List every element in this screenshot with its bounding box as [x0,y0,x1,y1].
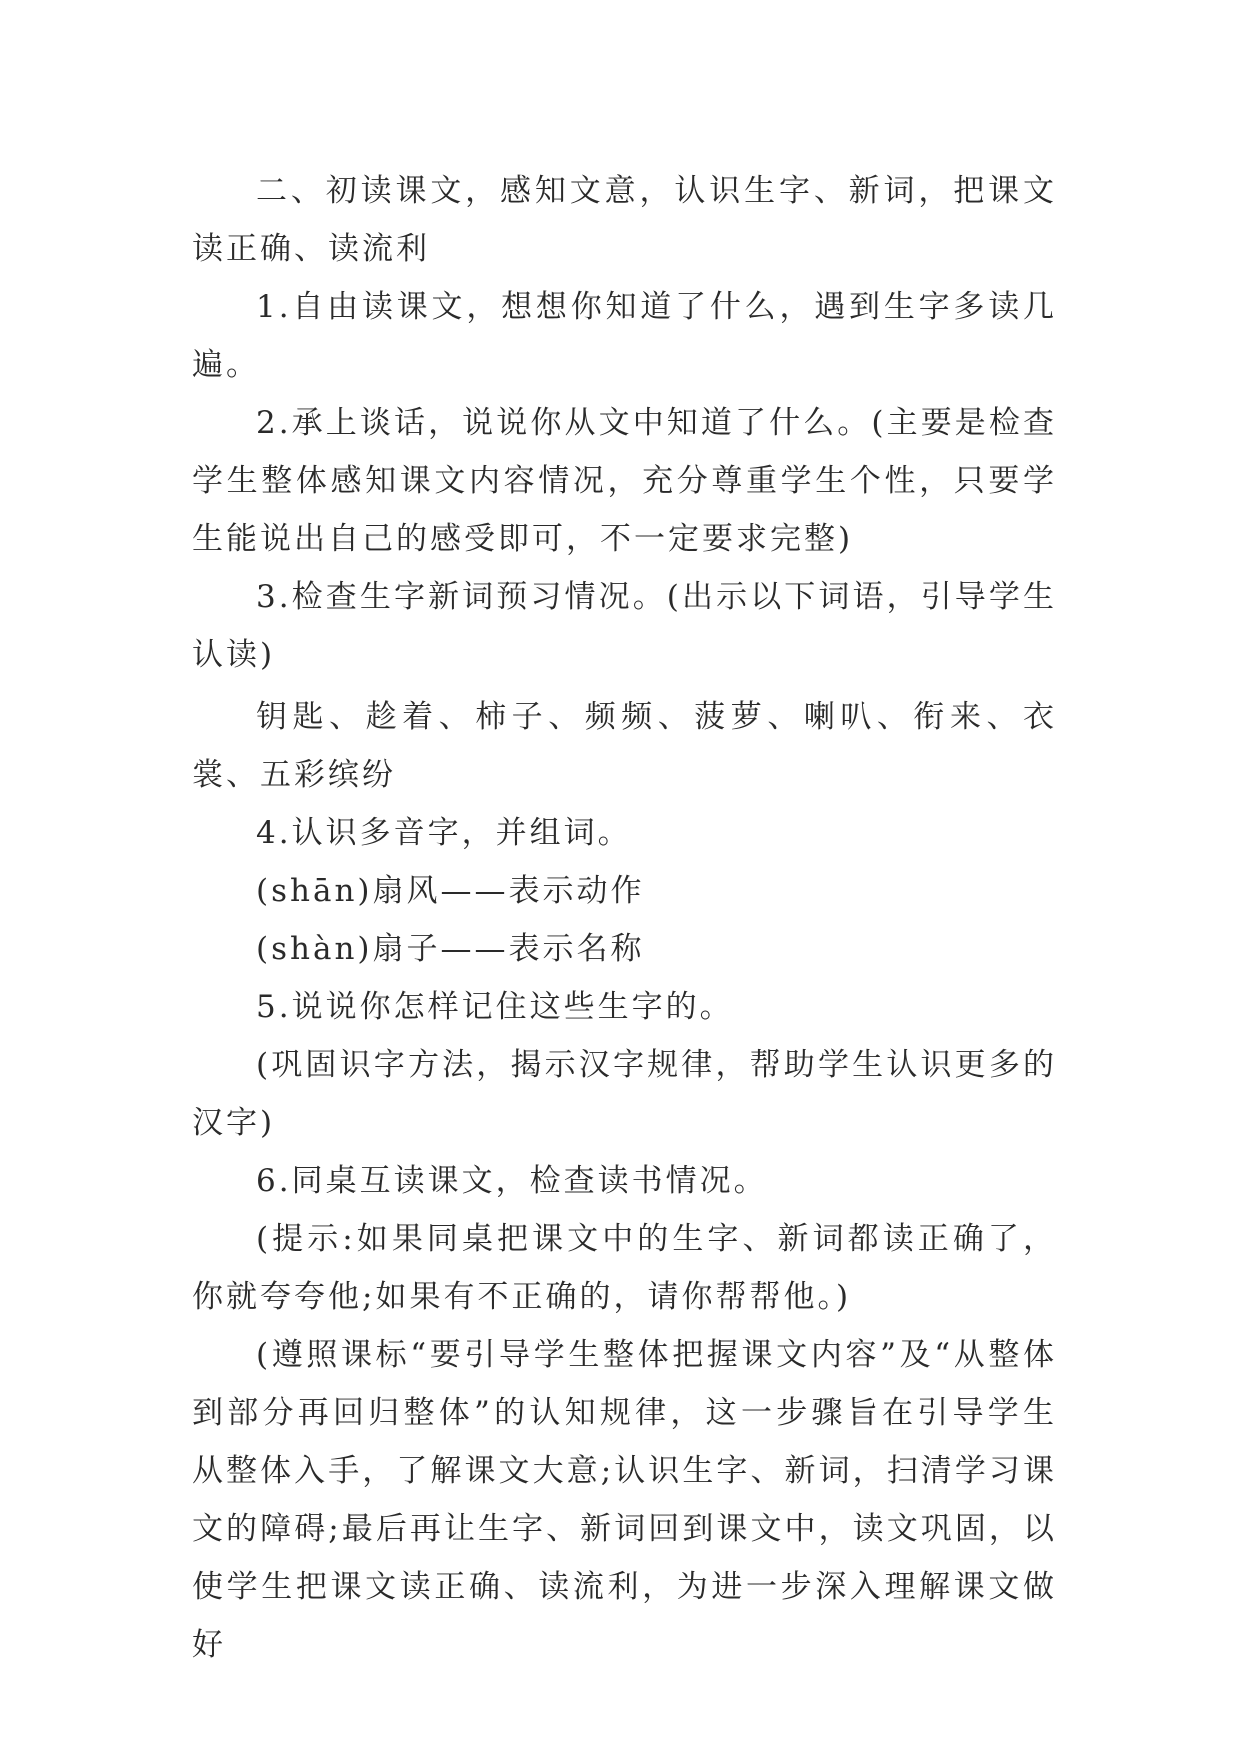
step-6: 6.同桌互读课文，检查读书情况。 [256,1163,768,1199]
step-5-note: (巩固识字方法，揭示汉字规律，帮助学生认识更多的汉字) [192,1047,1057,1141]
step-2: 2.承上谈话，说说你从文中知道了什么。(主要是检查学生整体感知课文内容情况，充分尊重学生个性，只要学生能说出自己的感受即可，不一定要求完整) [192,405,1057,557]
step-4: 4.认识多音字，并组词。 [256,815,632,851]
section-heading: 二、初读课文，感知文意，认识生字、新词，把课文读正确、读流利 [192,173,1057,267]
document-body [192,162,1057,1674]
vocabulary-list: 钥匙、趁着、柿子、频频、菠萝、喇叭、衔来、衣裳、五彩缤纷 [192,699,1057,793]
step-1: 1.自由读课文，想想你知道了什么，遇到生字多读几遍。 [192,289,1057,383]
design-rationale: (遵照课标“要引导学生整体把握课文内容”及“从整体到部分再回归整体”的认知规律，这一步骤旨在引导学生从整体入手，了解课文大意;认识生字、新词，扫清学习课文的障碍;最后再让生字、新词回到课文中，读文巩固，以使学生把课文读正确、读流利，为进一步深入理解课文做好 [192,1337,1057,1663]
step-6-hint: (提示:如果同桌把课文中的生字、新词都读正确了，你就夸夸他;如果有不正确的，请你帮帮他。) [192,1221,1057,1315]
step-3: 3.检查生字新词预习情况。(出示以下词语，引导学生认读) [192,579,1057,673]
polyphone-shan1: (shān)扇风——表示动作 [256,873,645,909]
step-5: 5.说说你怎样记住这些生字的。 [256,989,734,1025]
polyphone-shan4: (shàn)扇子——表示名称 [256,931,645,967]
